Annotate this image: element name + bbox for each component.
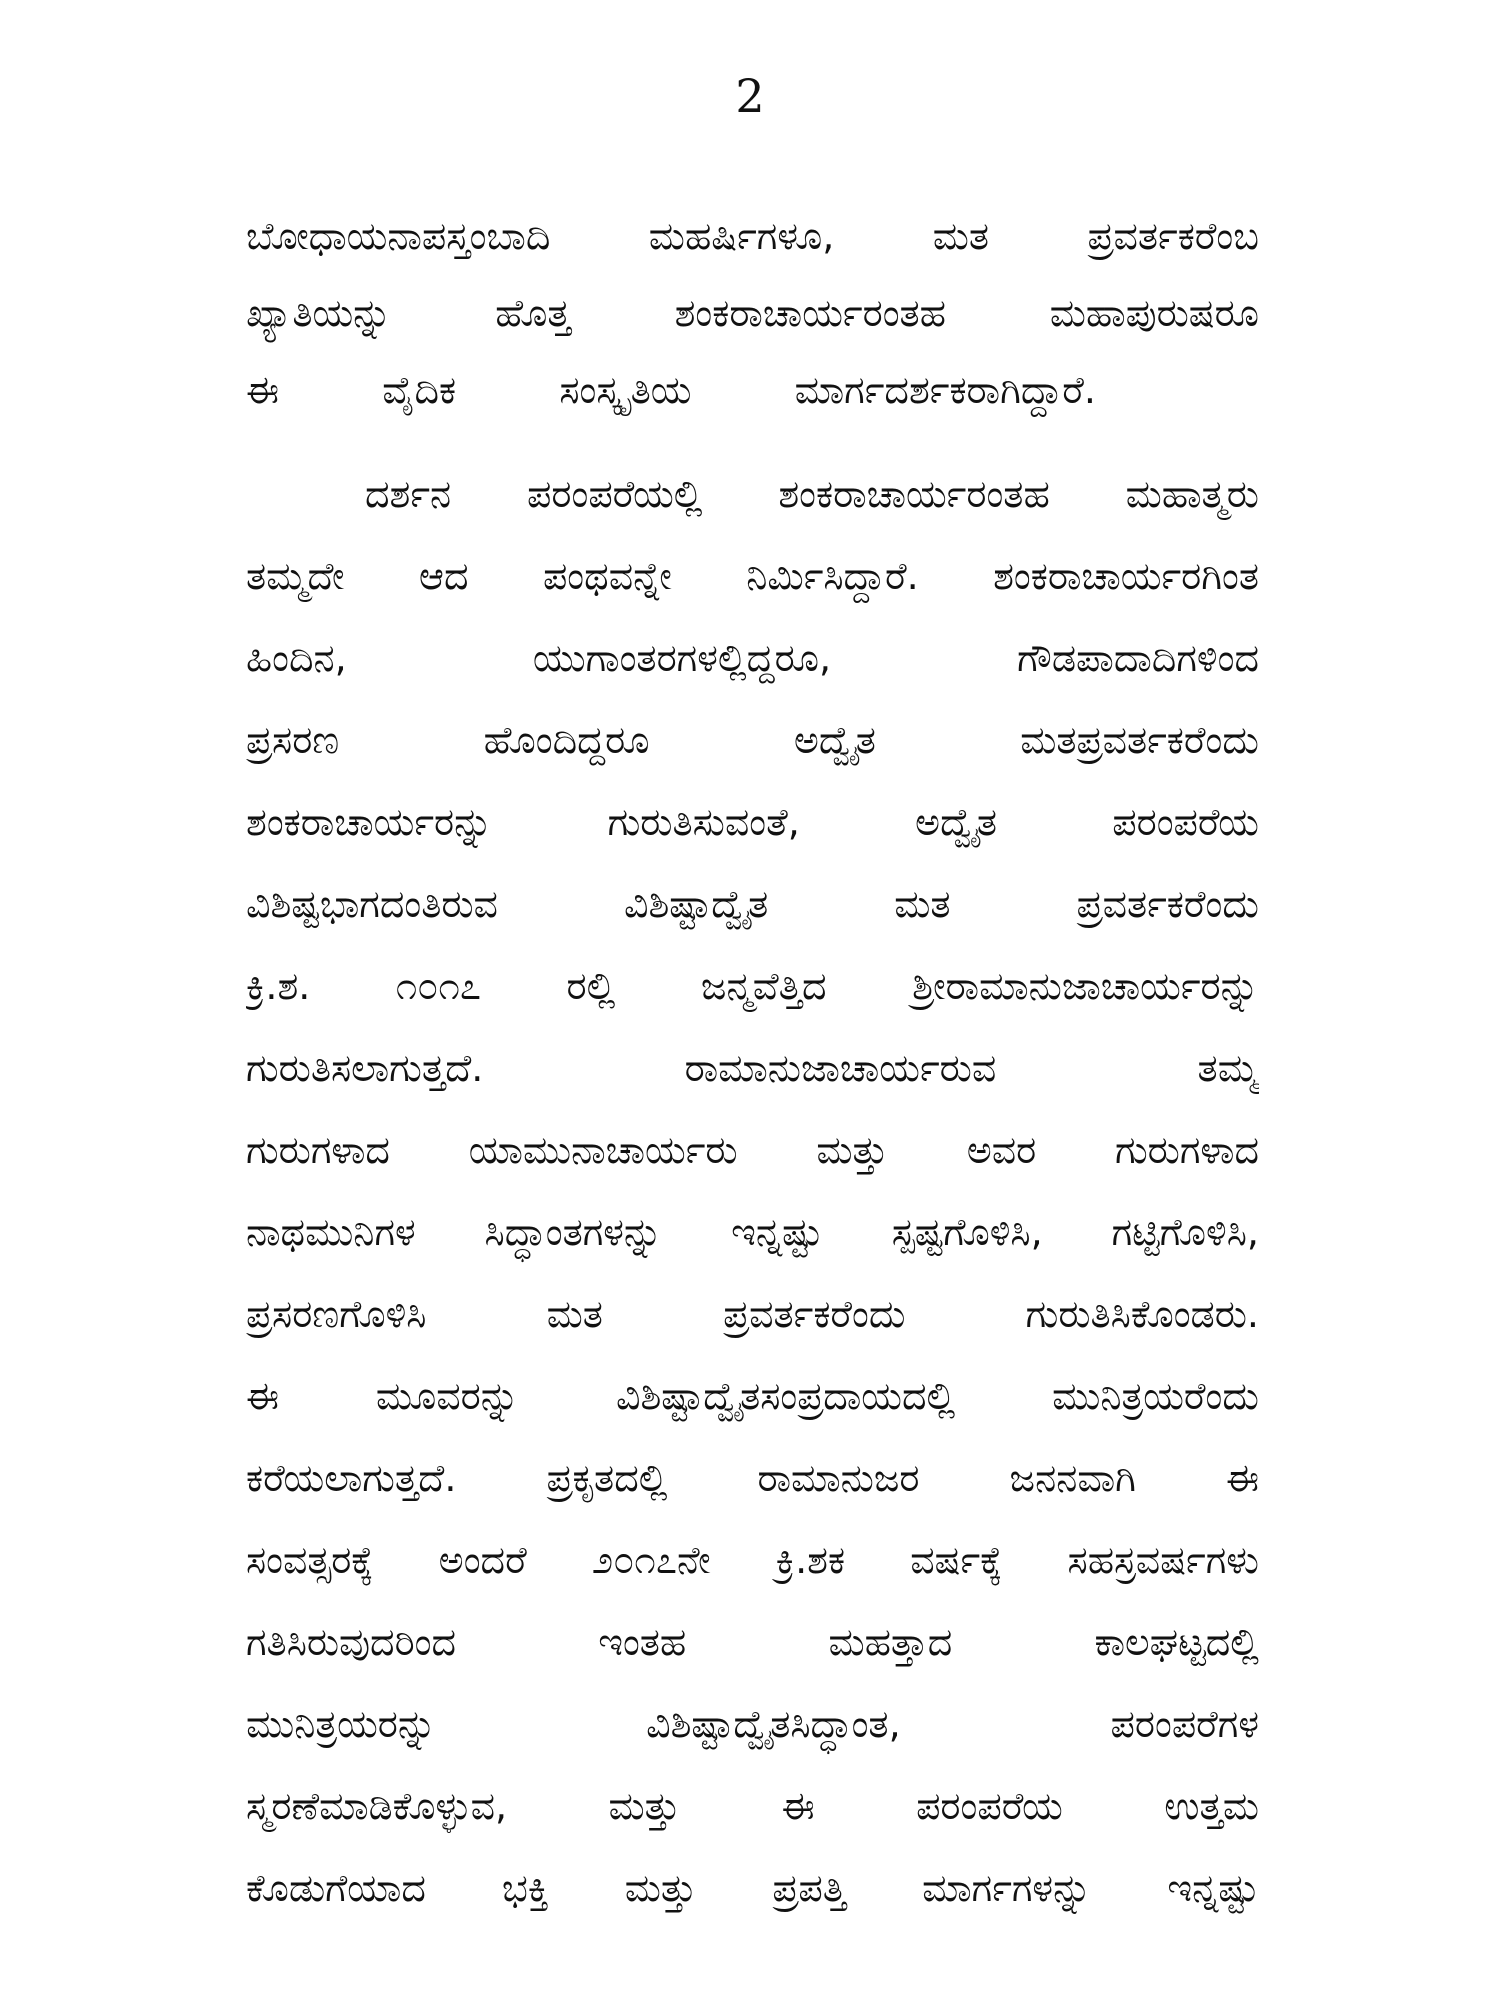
text-line: ಕ್ರಿ.ಶ. ೧೦೧೭ ರಲ್ಲಿ ಜನ್ಮವೆತ್ತಿದ ಶ್ರೀರಾಮಾನುಜಾಚಾರ್ಯರನ್ನು bbox=[246, 964, 1259, 1008]
text-line: ಪ್ರಸರಣಗೊಳಿಸಿ ಮತ ಪ್ರವರ್ತಕರೆಂದು ಗುರುತಿಸಿಕೊಂಡರು. bbox=[246, 1292, 1259, 1336]
text-line: ಶಂಕರಾಚಾರ್ಯರನ್ನು ಗುರುತಿಸುವಂತೆ, ಅದ್ವೈತ ಪರಂಪರೆಯ bbox=[246, 800, 1259, 844]
text-line: ವಿಶಿಷ್ಟಭಾಗದಂತಿರುವ ವಿಶಿಷ್ಟಾದ್ವೈತ ಮತ ಪ್ರವರ್ತಕರೆಂದು bbox=[246, 882, 1259, 926]
text-line: ಹಿಂದಿನ, ಯುಗಾಂತರಗಳಲ್ಲಿದ್ದರೂ, ಗೌಡಪಾದಾದಿಗಳಿಂದ bbox=[246, 636, 1259, 680]
text-line: ಸ್ಮರಣೆಮಾಡಿಕೊಳ್ಳುವ, ಮತ್ತು ಈ ಪರಂಪರೆಯ ಉತ್ತಮ bbox=[246, 1784, 1259, 1828]
paragraph-2 bbox=[246, 453, 1259, 1929]
text-line: ಈ ವೈದಿಕ ಸಂಸ್ಕೃತಿಯ ಮಾರ್ಗದರ್ಶಕರಾಗಿದ್ದಾರೆ. bbox=[246, 368, 1096, 412]
page-number: 2 bbox=[735, 69, 765, 123]
text-line: ಕೊಡುಗೆಯಾದ ಭಕ್ತಿ ಮತ್ತು ಪ್ರಪತ್ತಿ ಮಾರ್ಗಗಳನ್ನು ಇನ್ನಷ್ಟು bbox=[246, 1866, 1259, 1910]
text-line: ದರ್ಶನ ಪರಂಪರೆಯಲ್ಲಿ ಶಂಕರಾಚಾರ್ಯರಂತಹ ಮಹಾತ್ಮರು bbox=[365, 472, 1259, 516]
text-line: ಈ ಮೂವರನ್ನು ವಿಶಿಷ್ಟಾದ್ವೈತಸಂಪ್ರದಾಯದಲ್ಲಿ ಮುನಿತ್ರಯರೆಂದು bbox=[246, 1374, 1259, 1418]
text-line: ಕರೆಯಲಾಗುತ್ತದೆ. ಪ್ರಕೃತದಲ್ಲಿ ರಾಮಾನುಜರ ಜನನವಾಗಿ ಈ bbox=[246, 1456, 1259, 1500]
paragraph-1 bbox=[246, 198, 1259, 429]
text-line: ಗುರುಗಳಾದ ಯಾಮುನಾಚಾರ್ಯರು ಮತ್ತು ಅವರ ಗುರುಗಳಾದ bbox=[246, 1128, 1259, 1172]
text-line: ಮುನಿತ್ರಯರನ್ನು ವಿಶಿಷ್ಟಾದ್ವೈತಸಿದ್ಧಾಂತ, ಪರಂಪರೆಗಳ bbox=[246, 1702, 1259, 1746]
text-line: ನಾಥಮುನಿಗಳ ಸಿದ್ಧಾಂತಗಳನ್ನು ಇನ್ನಷ್ಟು ಸ್ಪಷ್ಟಗೊಳಿಸಿ, ಗಟ್ಟಿಗೊಳಿಸಿ, bbox=[246, 1210, 1259, 1254]
text-line: ತಮ್ಮದೇ ಆದ ಪಂಥವನ್ನೇ ನಿರ್ಮಿಸಿದ್ದಾರೆ. ಶಂಕರಾಚಾರ್ಯರಗಿಂತ bbox=[246, 554, 1259, 598]
text-line: ಪ್ರಸರಣ ಹೊಂದಿದ್ದರೂ ಅದ್ವೈತ ಮತಪ್ರವರ್ತಕರೆಂದು bbox=[246, 718, 1259, 762]
text-line: ಖ್ಯಾತಿಯನ್ನು ಹೊತ್ತ ಶಂಕರಾಚಾರ್ಯರಂತಹ ಮಹಾಪುರುಷರೂ bbox=[246, 291, 1259, 335]
text-line: ಗತಿಸಿರುವುದರಿಂದ ಇಂತಹ ಮಹತ್ತಾದ ಕಾಲಘಟ್ಟದಲ್ಲಿ bbox=[246, 1620, 1259, 1664]
text-line: ಸಂವತ್ಸರಕ್ಕೆ ಅಂದರೆ ೨೦೧೭ನೇ ಕ್ರಿ.ಶಕ ವರ್ಷಕ್ಕೆ ಸಹಸ್ರವರ್ಷಗಳು bbox=[246, 1538, 1259, 1582]
text-line: ಬೋಧಾಯನಾಪಸ್ತಂಬಾದಿ ಮಹರ್ಷಿಗಳೂ, ಮತ ಪ್ರವರ್ತಕರೆಂಬ bbox=[246, 214, 1259, 258]
text-line: ಗುರುತಿಸಲಾಗುತ್ತದೆ. ರಾಮಾನುಜಾಚಾರ್ಯರುವ ತಮ್ಮ bbox=[246, 1046, 1259, 1090]
